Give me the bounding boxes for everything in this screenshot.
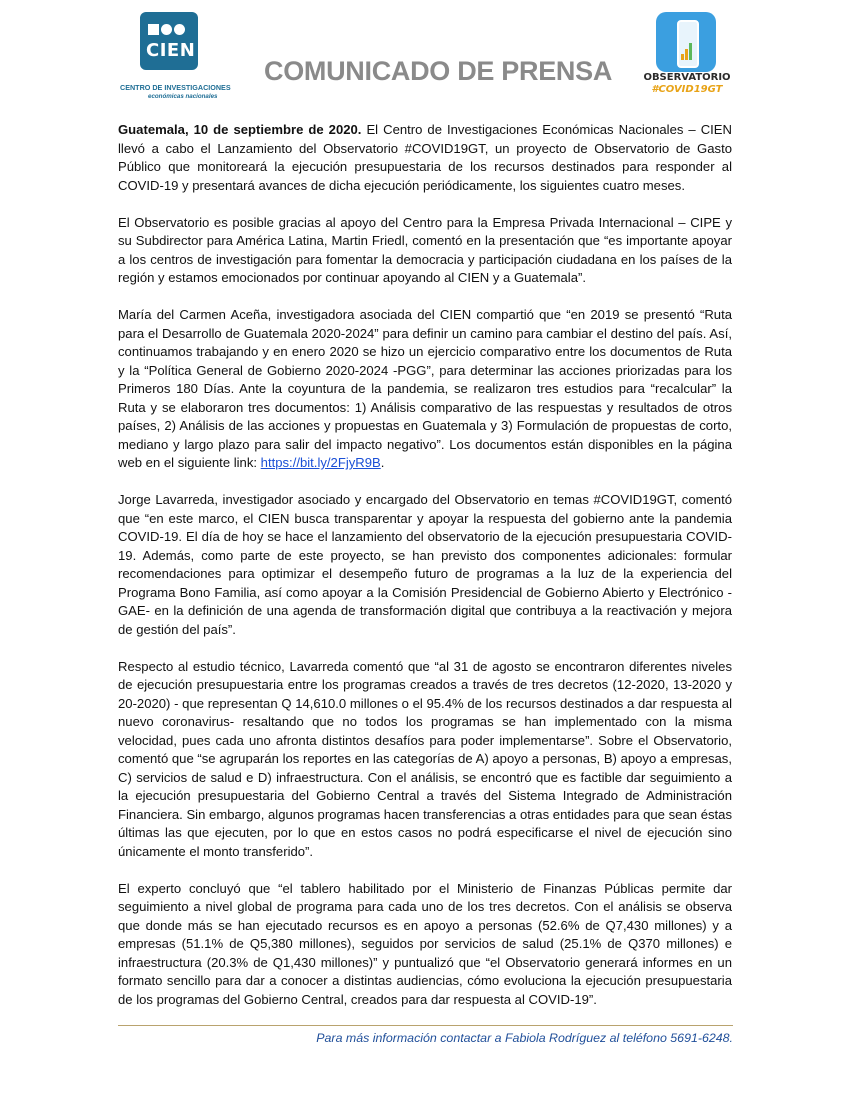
paragraph-6: El experto concluyó que “el tablero habilitado por el Ministerio de Finanzas Públicas permite dar seguimiento a nivel global de programa para cada uno de los tres decretos. Con el análisis se observa que donde más se han ejecutado recursos es en apoyo a personas (52.6% de Q7,430 millones) y a empresas (51.1% de Q5,380 millones), seguidos por servicios de salud (25.1% de Q370 millones) e infraestructura (20.3% de Q1,430 millones)” y puntualizó que “el Observatorio generará informes en un formato sencillo para dar a conocer a distintas audiencias, cómo evoluciona la ejecución presupuestaria de los programas del Gobierno Central, creados para dar respuesta al COVID-19”.	[118, 880, 732, 1007]
observatorio-logo	[640, 12, 740, 102]
paragraph-5: Respecto al estudio técnico, Lavarreda comentó que “al 31 de agosto se encontraron diferentes niveles de ejecución presupuestaria entre los programas creados a través de tres decretos (12-2020, 13-2020 y 20-2020) - que representan Q 14,610.0 millones o el 95.4% de los recursos destinados a dar respuesta al nuevo coronavirus- resaltando que no todos los programas se han implementado con la misma velocidad, pues cada uno afronta distintos desafíos para poder implementarse”. Sobre el Observatorio, comentó que “se agruparán los reportes en las categorías de A) apoyo a personas, B) apoyo a empresas, C) servicios de salud e D) infraestructura. Con el análisis, se encontró que es factible dar seguimiento a la ejecución presupuestaria del Gobierno Central a través del Sistema Integrado de Administración Financiera. Sin embargo, algunos programas hacen transferencias a otras entidades para que sean éstas últimas las que ejecuten, por lo que en estos casos no podrá especificarse el nivel de ejecución sino únicamente el monto transferido”.	[118, 658, 732, 859]
observatorio-logo-title: OBSERVATORIO	[643, 72, 731, 83]
cien-logo-line2: económicas nacionales	[148, 93, 218, 100]
cien-logo-mark	[140, 12, 198, 70]
cien-logo-word: CIEN	[146, 40, 196, 61]
press-release-body	[118, 121, 732, 1028]
phone-chart-icon	[656, 12, 716, 72]
paragraph-2: El Observatorio es posible gracias al apoyo del Centro para la Empresa Privada Internacional – CIPE y su Subdirector para América Latina, Martin Friedl, comentó en la presentación que “es importante apoyar a los centros de investigación para fomentar la democracia y participación ciudadana en los países de la región y estamos emocionados por continuar apoyando al CIEN y a Guatemala”.	[118, 214, 732, 285]
paragraph-4: Jorge Lavarreda, investigador asociado y encargado del Observatorio en temas #COVID19GT, comentó que “en este marco, el CIEN busca transparentar y apoyar la respuesta del gobierno ante la pandemia COVID-19. El día de hoy se hace el lanzamiento del observatorio de la ejecución presupuestaria COVID-19. Además, como parte de este proyecto, se han previsto dos componentes adicionales: formular recomendaciones para optimizar el desempeño futuro de programas a la luz de la experiencia del Programa Bono Familia, así como apoyar a la Comisión Presidencial de Gobierno Abierto y Electrónico -GAE- en la definición de una agenda de transformación digital que contribuya a la reactivación y mejora de gestión del país”.	[118, 492, 732, 637]
footer-contact: Para más información contactar a Fabiola Rodríguez al teléfono 5691-6248.	[316, 1031, 733, 1045]
footer-divider	[118, 1025, 733, 1026]
cien-logo-dots-icon	[148, 24, 185, 35]
cien-logo-line1: CENTRO DE INVESTIGACIONES	[120, 83, 231, 92]
dateline: Guatemala, 10 de septiembre de 2020.	[118, 122, 362, 137]
page-title: COMUNICADO DE PRENSA	[264, 56, 613, 86]
paragraph-1: Guatemala, 10 de septiembre de 2020. El Centro de Investigaciones Económicas Nacionales – CIEN llevó a cabo el Lanzamiento del Observatorio #COVID19GT, un proyecto de Observatorio de Gasto Público que monitoreará la ejecución presupuestaria de los recursos destinados para responder al COVID-19 y presentará avances de dicha ejecución periódicamente, los siguientes cuatro meses.	[118, 122, 732, 193]
observatorio-logo-tag: #COVID19GT	[651, 84, 723, 95]
paragraph-3: María del Carmen Aceña, investigadora asociada del CIEN compartió que “en 2019 se presentó “Ruta para el Desarrollo de Guatemala 2020-2024” para definir un camino para cambiar el destino del país. Así, continuamos trabajando y en enero 2020 se hizo un ejercicio comparativo entre los documentos de Ruta y la “Política General de Gobierno 2020-2024 -PGG”, para determinar las acciones priorizadas para los Primeros 180 Días. Ante la coyuntura de la pandemia, se realizaron tres estudios para “recalcular” la Ruta y se elaboraron tres documentos: 1) Análisis comparativo de las respuestas y resultados de otros países, 2) Análisis de las acciones y propuestas en Guatemala y 3) Formulación de propuestas de corto, mediano y largo plazo para salir del impacto negativo”. Los documentos están disponibles en la página web en el siguiente link: https://bit.ly/2FjyR9B.	[118, 307, 732, 470]
documents-link[interactable]: https://bit.ly/2FjyR9B	[260, 455, 381, 470]
